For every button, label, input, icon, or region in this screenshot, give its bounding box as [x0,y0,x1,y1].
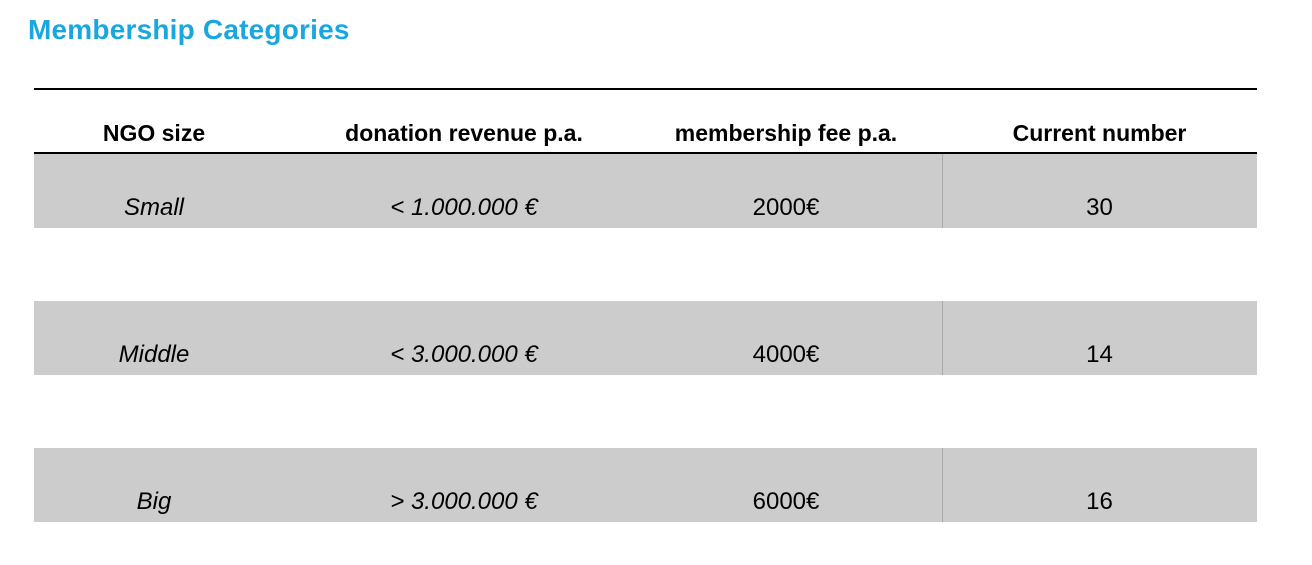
table-header-row [34,90,1257,154]
table-row [34,301,1257,375]
cell-membership-fee: 4000€ [752,341,820,368]
cell-ngo-size: Small [123,194,184,221]
cell-current-number: 16 [1086,488,1113,515]
cell-donation-revenue: > 3.000.000 € [390,488,538,515]
cell-donation-revenue: < 1.000.000 € [390,194,538,221]
header-donation-revenue: donation revenue p.a. [345,120,583,146]
table-row [34,154,1257,228]
cell-current-number: 14 [1086,341,1113,368]
cell-ngo-size: Big [136,488,172,515]
cell-membership-fee: 6000€ [752,488,820,515]
header-ngo-size: NGO size [102,120,206,146]
cell-current-number: 30 [1086,194,1113,221]
cell-ngo-size: Middle [118,341,190,368]
page-title: Membership Categories [28,14,350,45]
table-row [34,448,1257,522]
cell-donation-revenue: < 3.000.000 € [390,341,538,368]
header-membership-fee: membership fee p.a. [674,120,898,146]
header-current-number: Current number [1012,120,1187,146]
cell-membership-fee: 2000€ [752,194,820,221]
